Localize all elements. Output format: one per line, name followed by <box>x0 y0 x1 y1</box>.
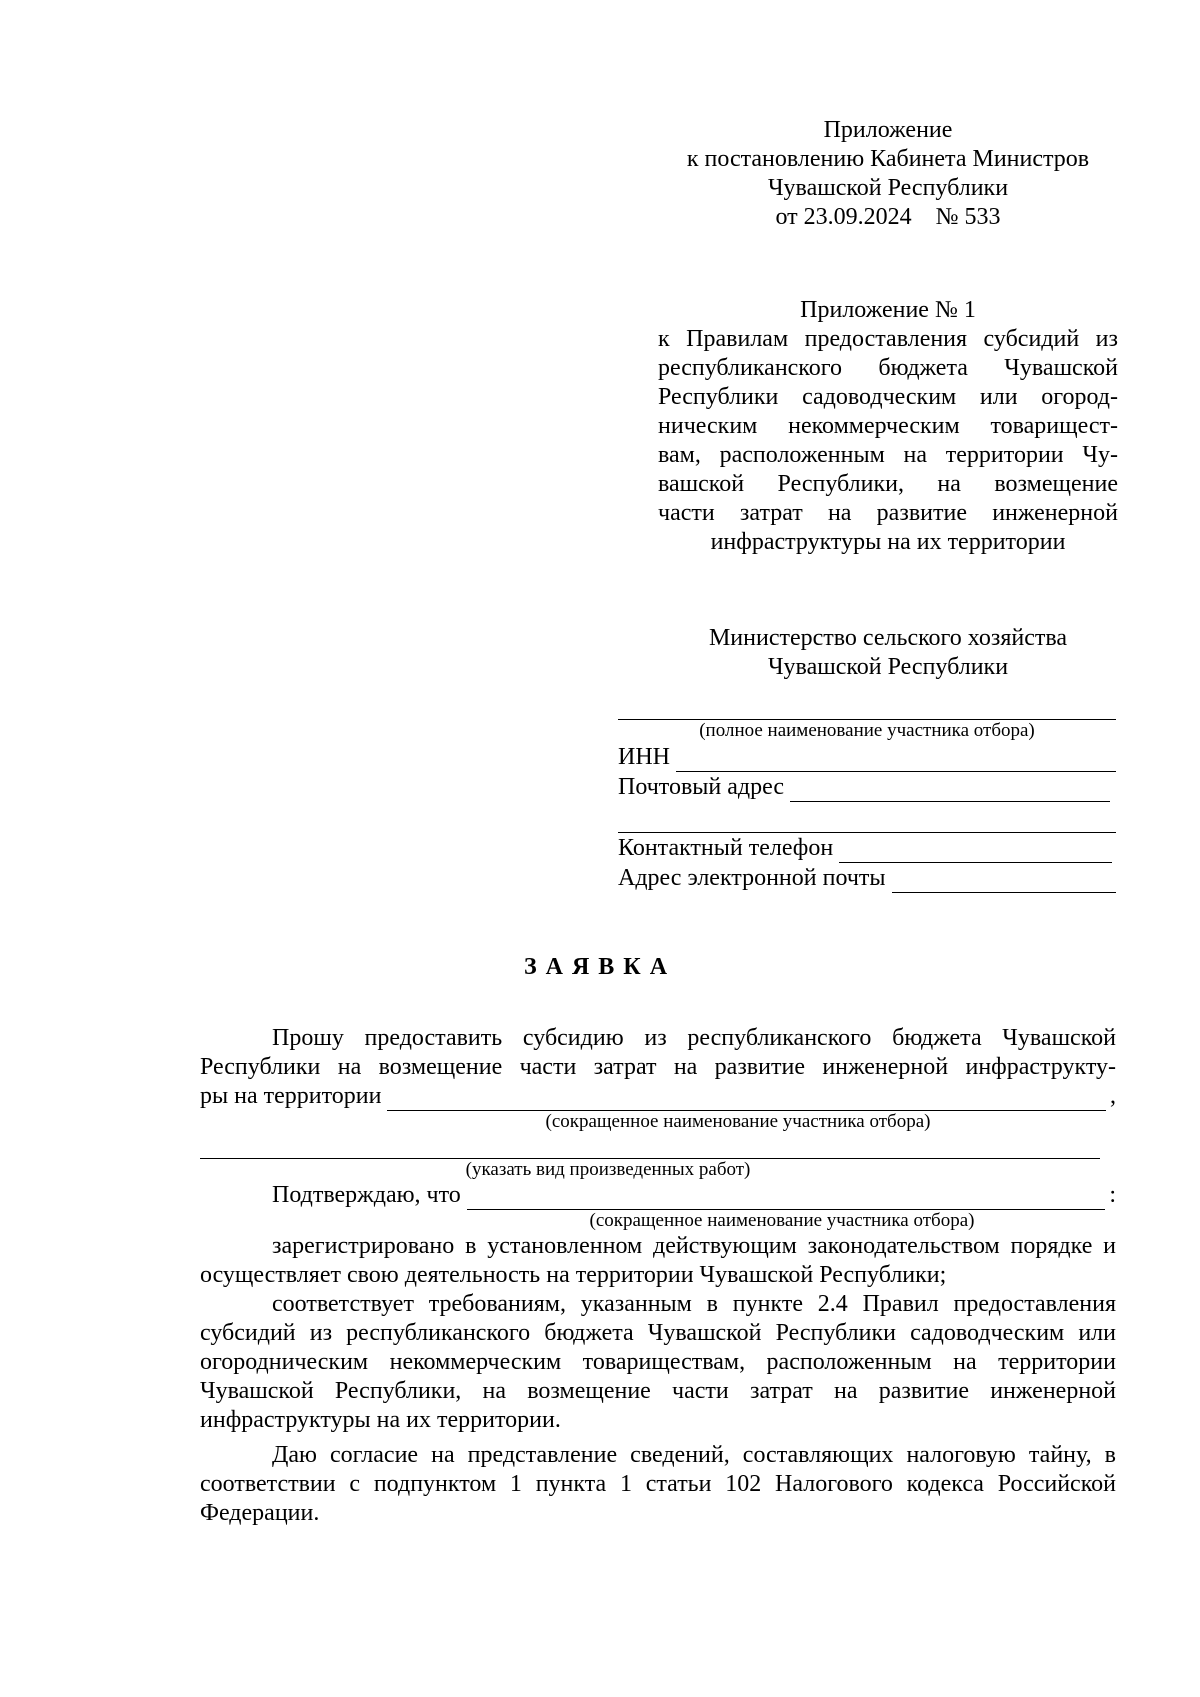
rules-line-8: инфраструктуры на их территории <box>710 529 1066 555</box>
rules-line-2: республиканского бюджета Чувашской <box>658 355 1118 381</box>
confirm-label: Подтверждаю, что <box>272 1182 461 1208</box>
appendix-rules-header <box>658 296 1118 557</box>
inn-row <box>618 742 1116 772</box>
confirm-field[interactable] <box>467 1189 1106 1210</box>
email-row <box>618 863 1116 893</box>
complies-paragraph: соответствует требованиям, указанным в пункте 2.4 Правил предоставления субсидий из республиканского бюджета Чувашской Республики садоводческим или огородническим некоммерческим товариществам, расположенным на территории Чувашской Республики, на возмещение части затрат на развитие инженерной инфраструктуры на их территории. <box>200 1291 1116 1433</box>
work-type-row <box>200 1133 1116 1159</box>
addressee-line-1: Министерство сельского хозяйства <box>708 625 1068 651</box>
postal-field[interactable] <box>790 779 1110 802</box>
rules-line-1: к Правилам предоставления субсидий из <box>658 326 1118 352</box>
territory-comma: , <box>1110 1083 1116 1109</box>
inn-label: ИНН <box>618 744 670 770</box>
postal-field-continuation[interactable] <box>618 802 1116 833</box>
territory-label: ры на территории <box>200 1083 382 1109</box>
short-name-caption-1: (сокращенное наименование участника отбора) <box>545 1111 931 1132</box>
confirm-colon: : <box>1109 1182 1116 1208</box>
request-line-2: Республики на возмещение части затрат на развитие инженерной инфраструкту- <box>200 1054 1116 1080</box>
addressee-line-2: Чувашской Республики <box>767 654 1009 680</box>
document-title: ЗАЯВКА <box>523 954 677 980</box>
request-line-1: Прошу предоставить субсидию из республиканского бюджета Чувашской <box>272 1025 1116 1051</box>
decree-reference: к постановлению Кабинета Министров <box>686 146 1090 172</box>
decree-date-number: от 23.09.2024 № 533 <box>775 204 1001 230</box>
territory-row <box>200 1082 1116 1111</box>
appendix-label: Приложение <box>823 117 953 143</box>
email-field[interactable] <box>892 870 1116 893</box>
rules-line-6: вашской Республики, на возмещение <box>658 471 1118 497</box>
rules-line-7: части затрат на развитие инженерной <box>658 500 1118 526</box>
appendix-number: Приложение № 1 <box>800 297 976 323</box>
phone-label: Контактный телефон <box>618 835 834 861</box>
request-section <box>200 1024 1116 1528</box>
applicant-name-caption: (полное наименование участника отбора) <box>699 720 1035 741</box>
republic-name: Чувашской Республики <box>767 175 1009 201</box>
rules-line-3: Республики садоводческим или огород- <box>658 384 1118 410</box>
inn-field[interactable] <box>676 749 1116 772</box>
work-type-field[interactable] <box>200 1138 1100 1159</box>
postal-label: Почтовый адрес <box>618 774 785 800</box>
appendix-decree-header <box>660 116 1116 232</box>
work-type-caption: (указать вид произведенных работ) <box>465 1159 751 1180</box>
applicant-name-field[interactable] <box>618 690 1116 720</box>
consent-paragraph: Даю согласие на представление сведений, составляющих налоговую тайну, в соответствии с подпунктом 1 пункта 1 статьи 102 Налогового кодекса Российской Федерации. <box>200 1442 1116 1526</box>
phone-row <box>618 833 1116 863</box>
phone-field[interactable] <box>839 840 1112 863</box>
registered-paragraph: зарегистрировано в установленном действующим законодательством порядке и осуществляет свою деятельность на территории Чувашской Республики; <box>200 1233 1116 1288</box>
rules-line-4: ническим некоммерческим товарищест- <box>658 413 1118 439</box>
rules-line-5: вам, расположенным на территории Чу- <box>658 442 1118 468</box>
email-label: Адрес электронной почты <box>618 865 886 891</box>
addressee-block <box>658 624 1118 682</box>
short-name-caption-2: (сокращенное наименование участника отбора) <box>589 1210 975 1231</box>
confirm-row <box>200 1181 1116 1210</box>
applicant-fields <box>618 690 1116 893</box>
postal-row <box>618 772 1116 802</box>
territory-field[interactable] <box>387 1090 1106 1111</box>
